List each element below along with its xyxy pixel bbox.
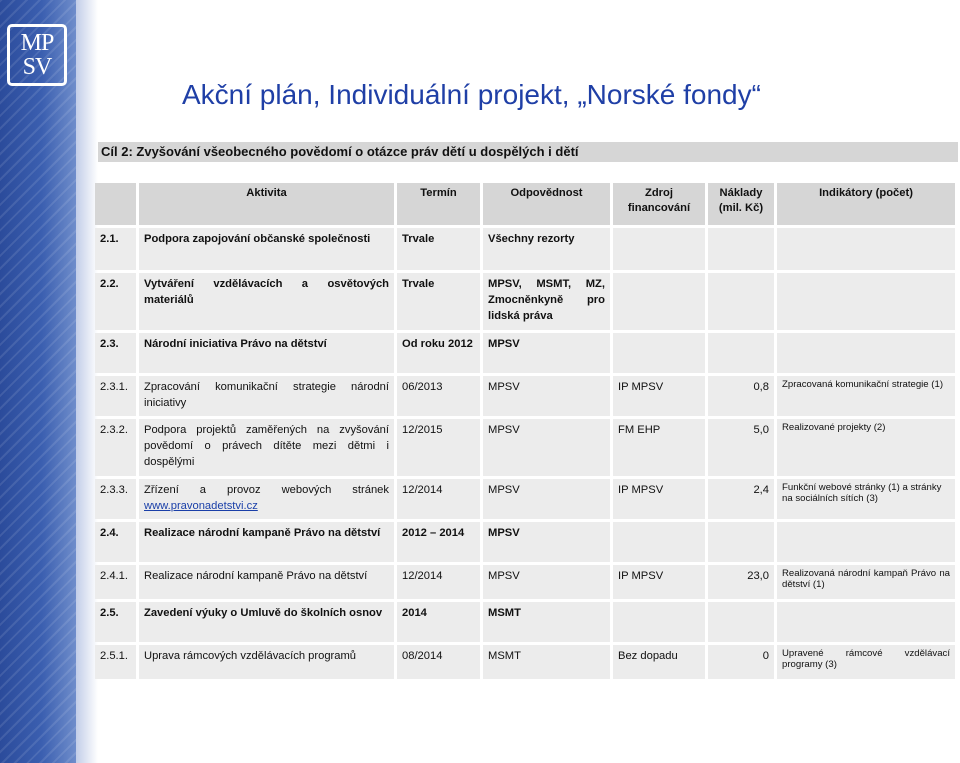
- cell-termin: 08/2014: [397, 645, 480, 679]
- cell-aktivita: Uprava rámcových vzdělávacích programů: [139, 645, 394, 679]
- cell-aktivita: Realizace národní kampaně Právo na dětství: [139, 565, 394, 599]
- cell-indikatory: Realizovaná národní kampaň Právo na dětství (1): [777, 565, 955, 599]
- col-header-zdroj-1: Zdroj: [645, 187, 673, 199]
- cell-aktivita: Vytváření vzdělávacích a osvětových materiálů: [139, 273, 394, 330]
- cell-id: 2.5.: [95, 602, 136, 642]
- col-header-aktivita: Aktivita: [139, 183, 394, 225]
- cell-id: 2.2.: [95, 273, 136, 330]
- cell-zdroj: [613, 522, 705, 562]
- cell-odpovednost: MPSV: [483, 419, 610, 476]
- cell-odpovednost: MPSV: [483, 565, 610, 599]
- cell-zdroj: [613, 228, 705, 270]
- cell-termin: 2014: [397, 602, 480, 642]
- col-header-id: [95, 183, 136, 225]
- cell-indikatory: [777, 333, 955, 373]
- cell-odpovednost: MSMT: [483, 645, 610, 679]
- cell-indikatory: Zpracovaná komunikační strategie (1): [777, 376, 955, 416]
- table-row: [95, 565, 955, 599]
- col-header-odpovednost: Odpovědnost: [483, 183, 610, 225]
- cell-termin: 06/2013: [397, 376, 480, 416]
- cell-indikatory: [777, 602, 955, 642]
- cell-naklady: [708, 522, 774, 562]
- cell-naklady: [708, 273, 774, 330]
- cell-odpovednost: MPSV: [483, 479, 610, 519]
- cell-naklady: [708, 228, 774, 270]
- cell-id: 2.4.: [95, 522, 136, 562]
- table-header-row: [95, 183, 955, 225]
- cell-odpovednost: MPSV: [483, 522, 610, 562]
- cell-id: 2.3.3.: [95, 479, 136, 519]
- cell-naklady: 5,0: [708, 419, 774, 476]
- table-row: [95, 376, 955, 416]
- cell-id: 2.4.1.: [95, 565, 136, 599]
- cell-zdroj: IP MPSV: [613, 479, 705, 519]
- table-row: [95, 522, 955, 562]
- cell-zdroj: [613, 333, 705, 373]
- cell-odpovednost: MPSV, MSMT, MZ, Zmocněnkyně pro lidská práva: [483, 273, 610, 330]
- cell-aktivita: [139, 479, 394, 519]
- cell-id: 2.1.: [95, 228, 136, 270]
- table-row: [95, 273, 955, 330]
- col-header-zdroj-2: financování: [627, 202, 691, 214]
- table-row: [95, 602, 955, 642]
- cell-zdroj: IP MPSV: [613, 565, 705, 599]
- cell-termin: 2012 – 2014: [397, 522, 480, 562]
- cell-zdroj: IP MPSV: [613, 376, 705, 416]
- col-header-naklady: [708, 183, 774, 225]
- cell-naklady: 2,4: [708, 479, 774, 519]
- col-header-termin: Termín: [397, 183, 480, 225]
- cell-odpovednost: MSMT: [483, 602, 610, 642]
- action-plan-table: [92, 180, 958, 682]
- cell-aktivita: Podpora zapojování občanské společnosti: [139, 228, 394, 270]
- cell-naklady: [708, 602, 774, 642]
- cell-indikatory: Funkční webové stránky (1) a stránky na sociálních sítích (3): [777, 479, 955, 519]
- cell-odpovednost: Všechny rezorty: [483, 228, 610, 270]
- cell-id: 2.3.: [95, 333, 136, 373]
- slide-title: Akční plán, Individuální projekt, „Norské fondy“: [182, 79, 761, 110]
- cell-naklady: 0,8: [708, 376, 774, 416]
- cell-zdroj: [613, 273, 705, 330]
- cell-indikatory: [777, 228, 955, 270]
- goal-heading: Cíl 2: Zvyšování všeobecného povědomí o otázce práv dětí u dospělých i dětí: [98, 142, 958, 162]
- cell-id: 2.3.1.: [95, 376, 136, 416]
- cell-odpovednost: MPSV: [483, 333, 610, 373]
- col-header-naklady-1: Náklady: [719, 187, 763, 199]
- table-row: [95, 645, 955, 679]
- cell-naklady: [708, 333, 774, 373]
- cell-termin: Od roku 2012: [397, 333, 480, 373]
- cell-termin: Trvale: [397, 228, 480, 270]
- mpsv-logo: [7, 24, 67, 86]
- logo-line-1: MP: [20, 30, 54, 56]
- cell-termin: 12/2014: [397, 565, 480, 599]
- cell-indikatory: [777, 522, 955, 562]
- cell-id: 2.5.1.: [95, 645, 136, 679]
- cell-naklady: 0: [708, 645, 774, 679]
- logo-line-2: SV: [22, 54, 52, 80]
- cell-indikatory: Upravené rámcové vzdělávací programy (3): [777, 645, 955, 679]
- cell-aktivita: Podpora projektů zaměřených na zvyšování povědomí o právech dítěte mezi dětmi i dospělými: [139, 419, 394, 476]
- cell-aktivita-text: Zřízení a provoz webových stránek: [144, 484, 389, 496]
- cell-odpovednost: MPSV: [483, 376, 610, 416]
- cell-termin: 12/2014: [397, 479, 480, 519]
- cell-indikatory: [777, 273, 955, 330]
- cell-aktivita: Zpracování komunikační strategie národní iniciativy: [139, 376, 394, 416]
- table-row: [95, 419, 955, 476]
- cell-aktivita: Národní iniciativa Právo na dětství: [139, 333, 394, 373]
- cell-zdroj: Bez dopadu: [613, 645, 705, 679]
- cell-zdroj: [613, 602, 705, 642]
- sidebar-decoration: [0, 0, 76, 763]
- cell-aktivita: Zavedení výuky o Umluvě do školních osnov: [139, 602, 394, 642]
- cell-id: 2.3.2.: [95, 419, 136, 476]
- cell-termin: 12/2015: [397, 419, 480, 476]
- col-header-zdroj: [613, 183, 705, 225]
- table-row: [95, 333, 955, 373]
- col-header-indikatory: Indikátory (počet): [777, 183, 955, 225]
- table-row: [95, 479, 955, 519]
- cell-termin: Trvale: [397, 273, 480, 330]
- cell-zdroj: FM EHP: [613, 419, 705, 476]
- table-row: [95, 228, 955, 270]
- col-header-naklady-2: (mil. Kč): [718, 202, 764, 214]
- cell-naklady: 23,0: [708, 565, 774, 599]
- cell-aktivita: Realizace národní kampaně Právo na dětství: [139, 522, 394, 562]
- website-link[interactable]: www.pravonadetstvi.cz: [144, 500, 258, 512]
- cell-indikatory: Realizované projekty (2): [777, 419, 955, 476]
